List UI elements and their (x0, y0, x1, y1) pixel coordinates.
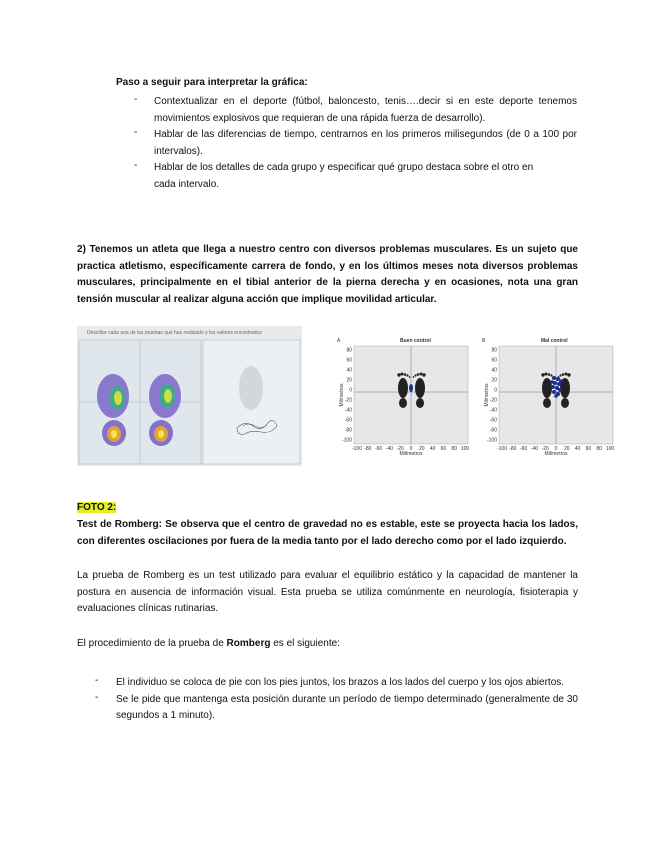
x-tick-label: -100 (496, 446, 508, 452)
bullet-dash: - (95, 691, 99, 703)
bullet-dash: - (134, 127, 138, 138)
panel-a-title: Buen control (400, 338, 431, 344)
y-tick-label: -20 (489, 397, 497, 404)
x-tick-label: 20 (419, 446, 425, 452)
procedure-intro: El procedimiento de la prueba de Romberg es el siguiente: (77, 638, 340, 649)
x-tick-label: -60 (374, 446, 383, 452)
foot-pressure-graphic (77, 326, 302, 466)
bullet-dash: - (95, 675, 99, 686)
panel-b-label: B (482, 338, 486, 344)
panel-b (482, 338, 613, 444)
x-tick-label: 40 (574, 446, 581, 452)
x-tick-label: 60 (585, 446, 592, 452)
y-tick-label: 40 (491, 367, 497, 374)
x-tick-label: 60 (440, 446, 447, 452)
x-tick-label: 40 (429, 446, 436, 452)
x-tick-label: -20 (541, 446, 549, 452)
x-tick-label: -60 (519, 446, 528, 452)
x-tick-label: -100 (351, 446, 363, 452)
x-axis-label: Milímetros (544, 451, 568, 456)
case-number: 2 (77, 244, 83, 255)
panel-a (337, 338, 468, 444)
y-tick-label: 0 (349, 387, 352, 394)
test-name: Test de Romberg: (77, 519, 162, 530)
procedure-list (95, 675, 578, 725)
panel-a-label: A (337, 338, 341, 344)
list-item-text: Contextualizar en el deporte (fútbol, baloncesto, tenis….decir si en este deporte tenemos movimientos explosivos que requieran de una rápida fuerza de desarrollo). (154, 96, 577, 124)
instructions-list (134, 94, 577, 193)
x-tick-label: -80 (509, 446, 517, 452)
list-item (134, 127, 577, 160)
y-tick-label: -40 (344, 407, 352, 414)
x-tick-label: 100 (460, 446, 470, 452)
y-tick-label: 80 (491, 347, 497, 354)
x-tick-label: -40 (385, 446, 394, 452)
y-tick-label: 0 (494, 387, 497, 394)
x-tick-label: -20 (396, 446, 404, 452)
x-tick-label: -40 (530, 446, 539, 452)
photo2-description (77, 517, 578, 550)
list-item-text: Se le pide que mantenga esta posición durante un período de tiempo determinado (generalmente de 30 segundos a 1 minuto). (116, 693, 578, 721)
panel-b-title: Mal control (541, 338, 568, 344)
y-axis-label: Milímetros (484, 383, 490, 407)
x-tick-label: 0 (409, 446, 413, 452)
sway-cluster-a (409, 384, 413, 392)
x-tick-label: 80 (596, 446, 602, 452)
y-tick-label: 40 (346, 367, 352, 374)
instructions-heading: Paso a seguir para interpretar la gráfica: (116, 77, 308, 88)
bullet-dash: - (134, 160, 138, 171)
y-tick-label: -20 (344, 397, 352, 404)
list-item-text: Hablar de los detalles de cada grupo y especificar qué grupo destaca sobre el otro en cada intervalo. (154, 162, 534, 190)
list-item-text: El individuo se coloca de pie con los pies juntos, los brazos a los lados del cuerpo y los ojos abiertos. (116, 677, 565, 688)
stabilometry-figure (336, 334, 619, 456)
bullet-dash: - (134, 94, 138, 105)
x-tick-label: -80 (364, 446, 372, 452)
y-tick-label: -60 (489, 417, 497, 424)
list-item (95, 692, 578, 725)
x-tick-label: 100 (605, 446, 615, 452)
list-item (134, 94, 577, 127)
y-tick-label: 20 (491, 377, 497, 384)
y-tick-label: -60 (344, 417, 352, 424)
foot-pressure-photo (77, 326, 302, 466)
y-tick-label: -100 (486, 437, 497, 444)
x-tick-label: 80 (451, 446, 457, 452)
y-tick-label: 80 (346, 347, 352, 354)
x-tick-label: 0 (554, 446, 558, 452)
procedure-bold: Romberg (226, 638, 271, 649)
romberg-paragraph: La prueba de Romberg es un test utilizado para evaluar el equilibrio estático y la capacidad de mantener la postura en ausencia de información visual. Esta prueba se utiliza comúnmente en neurología, fisioterapia y evaluaciones clínicas rutinarias. (77, 570, 578, 614)
y-tick-label: 60 (346, 357, 352, 364)
case-paragraph: 2) Tenemos un atleta que llega a nuestro centro con diversos problemas musculares. Es un sujeto que practica atletismo, específicamente carrera de fondo, y en los últimos meses nota diversos problemas musculares, principalmente en el tibial anterior de la pierna derecha y en ocasiones, nota una gran tensión muscular al realizar alguna acción que implique movilidad articular. (77, 244, 578, 305)
x-axis-label: Milímetros (399, 451, 423, 456)
list-item (95, 675, 578, 692)
case-text: Tenemos un atleta que llega a nuestro centro con diversos problemas musculares. Es un sujeto que practica atletismo, específicamente carrera de fondo, y en los últimos meses nota diversos problemas musculares, principalmente en el tibial anterior de la pierna derecha y en ocasiones, nota una gran tensión muscular al realizar alguna acción que implique movilidad articular. (77, 244, 578, 305)
y-tick-label: -80 (344, 427, 352, 434)
y-tick-label: -40 (489, 407, 497, 414)
list-item (134, 160, 544, 193)
x-tick-label: 20 (564, 446, 570, 452)
stabilometry-graphic (336, 334, 619, 456)
y-tick-label: -100 (341, 437, 352, 444)
list-item-text: Hablar de las diferencias de tiempo, centrarnos en los primeros milisegundos (de 0 a 100 por intervalos). (154, 129, 577, 157)
photo2-label: FOTO 2: (77, 502, 117, 513)
test-description: Se observa que el centro de gravedad no es estable, este se proyecta hacia los lados, con diferentes oscilaciones por fuera de la media tanto por el lado derecho como por el lado izquierdo. (77, 519, 578, 547)
y-tick-label: 20 (346, 377, 352, 384)
figure-caption: Describe cada una de las pruebas que has realizado y los valores encontrados (87, 330, 262, 336)
y-tick-label: -80 (489, 427, 497, 434)
y-tick-label: 60 (491, 357, 497, 364)
y-axis-label: Milímetros (339, 383, 345, 407)
